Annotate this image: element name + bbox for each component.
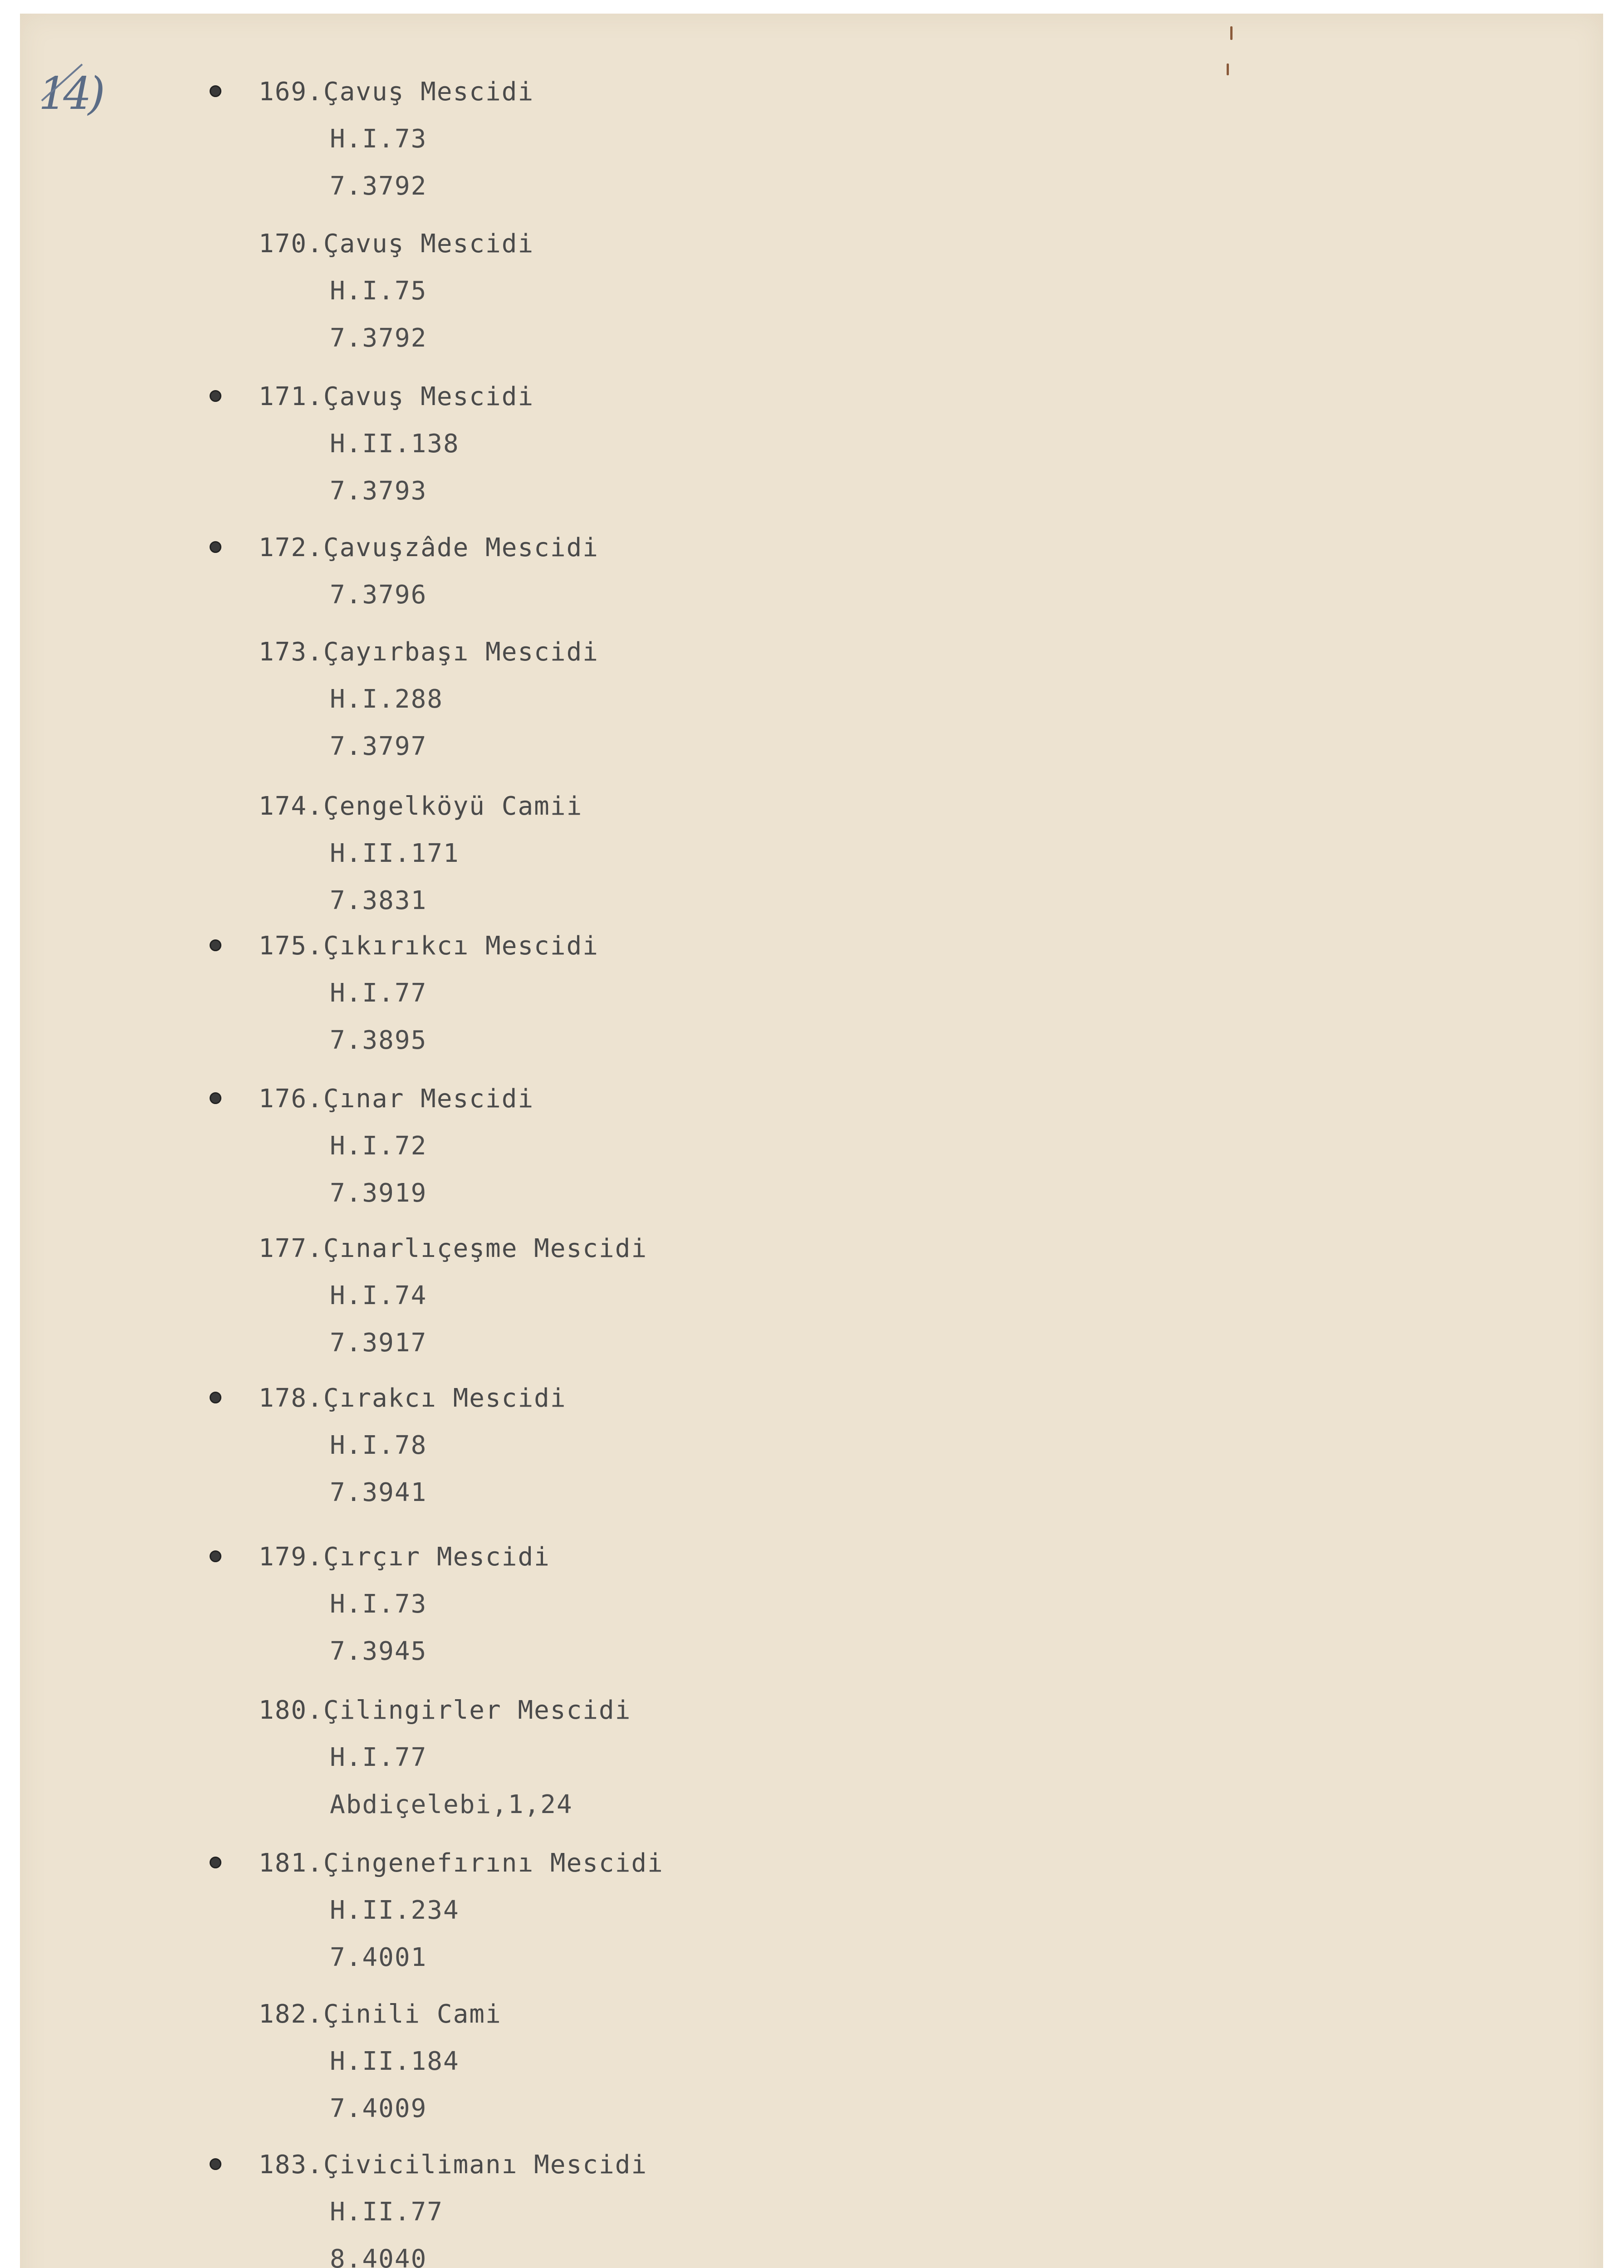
entry-reference: H.II.184 [330,2047,460,2076]
bullet-mark [210,939,221,951]
entry-reference: 7.4009 [330,2094,427,2123]
entry-title: 169.Çavuş Mescidi [259,77,534,107]
entry-reference: 7.3793 [330,476,427,506]
entry-title: 174.Çengelköyü Camii [259,792,583,821]
entry-reference: H.II.138 [330,429,460,459]
entry-reference: H.I.72 [330,1131,427,1161]
entry-reference: 7.3797 [330,732,427,761]
entry-reference: H.II.77 [330,2197,444,2227]
entry-reference: H.II.234 [330,1896,460,1925]
page-number-handwritten: 14) [39,68,102,120]
bullet-mark [210,541,221,553]
entry-title: 175.Çıkırıkcı Mescidi [259,931,599,961]
entry-reference: 7.3917 [330,1328,427,1358]
entry-reference: H.I.74 [330,1281,427,1310]
entry-title: 172.Çavuşzâde Mescidi [259,533,599,562]
entry-reference: 7.3796 [330,580,427,610]
ink-smudge [1230,26,1233,40]
bullet-mark [210,1550,221,1562]
entry-title: 181.Çingenefırını Mescidi [259,1848,664,1878]
entry-reference: H.I.73 [330,1589,427,1619]
entry-title: 177.Çınarlıçeşme Mescidi [259,1234,648,1263]
ink-smudge [1227,64,1229,75]
entry-title: 178.Çırakcı Mescidi [259,1383,567,1413]
entry-reference: 7.3919 [330,1178,427,1208]
document-sheet [20,14,1603,2268]
bullet-mark [210,1092,221,1104]
bullet-mark [210,390,221,402]
bullet-mark [210,1392,221,1403]
entry-reference: 7.3895 [330,1026,427,1055]
bullet-mark [210,85,221,97]
bullet-mark [210,1857,221,1868]
entry-reference: Abdiçelebi,1,24 [330,1790,573,1819]
entry-reference: H.I.77 [330,1743,427,1772]
entry-title: 176.Çınar Mescidi [259,1084,534,1114]
entry-title: 183.Çivicilimanı Mescidi [259,2150,648,2180]
entry-reference: H.I.75 [330,276,427,306]
entry-title: 180.Çilingirler Mescidi [259,1696,631,1725]
entry-title: 171.Çavuş Mescidi [259,382,534,411]
entry-reference: 8.4040 [330,2244,427,2268]
entry-reference: H.I.78 [330,1431,427,1460]
entry-title: 182.Çinili Cami [259,1999,502,2029]
entry-title: 173.Çayırbaşı Mescidi [259,637,599,667]
entry-reference: 7.3941 [330,1478,427,1507]
entry-reference: H.I.77 [330,978,427,1008]
bullet-mark [210,2158,221,2170]
entry-reference: H.II.171 [330,839,460,868]
entry-reference: 7.3792 [330,171,427,201]
entry-reference: 7.3831 [330,886,427,915]
entry-title: 179.Çırçır Mescidi [259,1542,550,1572]
entry-reference: 7.3945 [330,1637,427,1666]
entry-title: 170.Çavuş Mescidi [259,229,534,259]
entry-reference: H.I.73 [330,124,427,154]
entry-reference: 7.4001 [330,1943,427,1972]
entry-reference: 7.3792 [330,323,427,353]
entry-reference: H.I.288 [330,684,444,714]
